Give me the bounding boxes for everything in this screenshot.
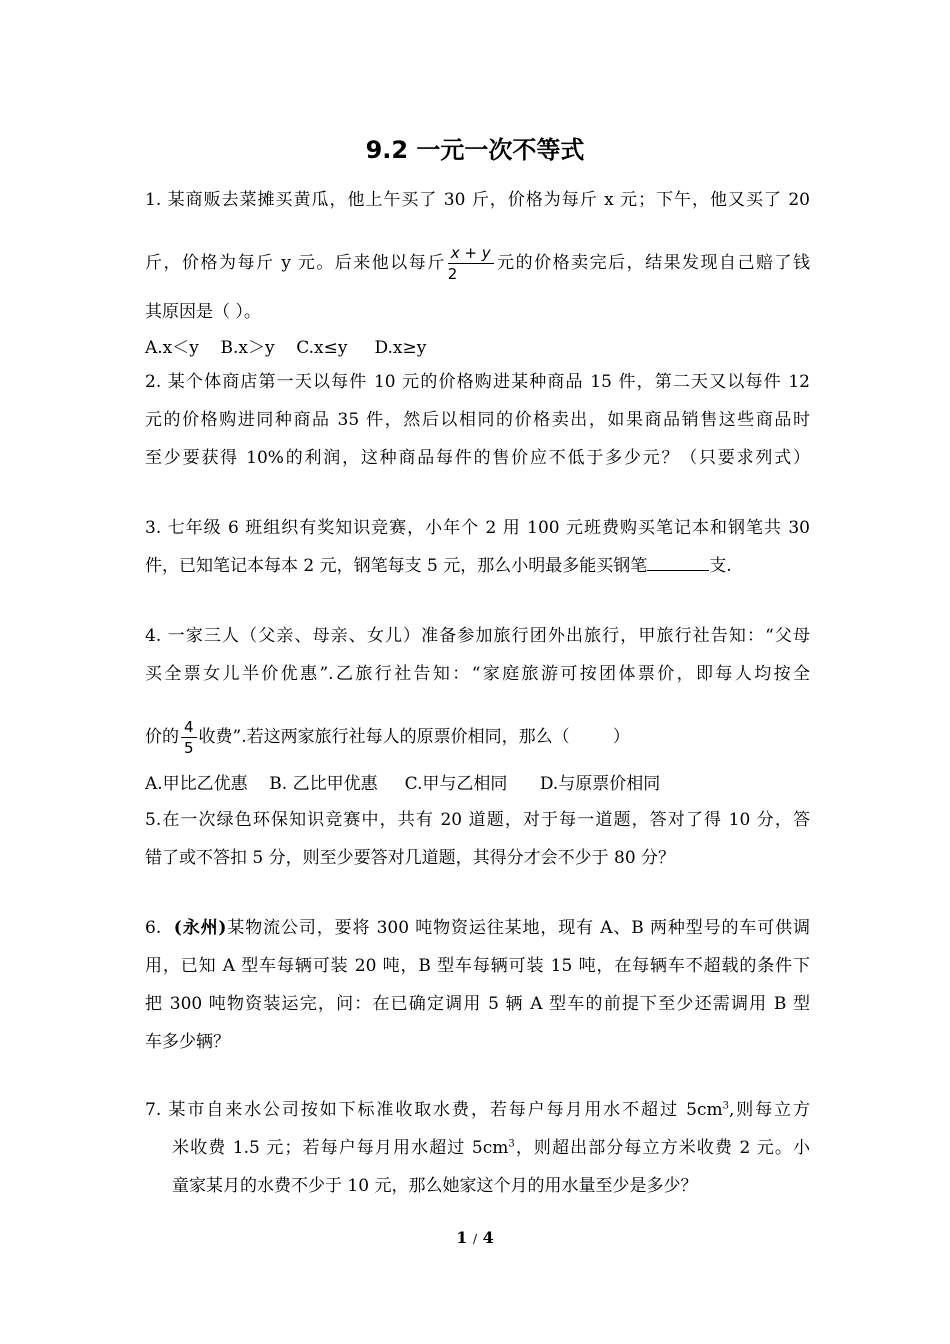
frac-num-x: x: [450, 244, 460, 262]
frac-den-5: 5: [184, 739, 194, 757]
fraction-4-over-5: [181, 717, 197, 758]
q4-line-1: 4. 一家三人（父亲、母亲、女儿）准备参加旅行团外出旅行，甲旅行社告知：“父母: [145, 626, 810, 646]
frac-num-op: +: [459, 244, 482, 262]
q4-line-3-text: 价的: [145, 727, 179, 747]
q3-line-2-text-post: 支.: [709, 556, 732, 576]
fraction-x-plus-y-over-2: [448, 243, 494, 284]
q3-line-1: 3. 七年级 6 班组织有奖知识竞赛，小年个 2 用 100 元班费购买笔记本和钢笔共 30: [145, 518, 810, 538]
q6-source-tag: (永州): [173, 918, 227, 938]
q6-line-3: 把 300 吨物资装运完，问：在已确定调用 5 辆 A 型车的前提下至少还需调用 B 型: [145, 994, 810, 1014]
q1-line-1: 1. 某商贩去菜摊买黄瓜，他上午买了 30 斤，价格为每斤 x 元；下午，他又买了 20: [145, 190, 810, 210]
q6-line-2: 用，已知 A 型车每辆可装 20 吨，B 型车每辆可装 15 吨，在每辆车不超载的条件下: [145, 956, 810, 976]
page-total: 4: [482, 1228, 494, 1247]
page-current: 1: [456, 1228, 468, 1247]
page-title: 9.2 一元一次不等式: [365, 136, 585, 164]
q6-number: 6.: [145, 918, 174, 938]
q4-line-3-text-post: 收费”.若这两家旅行社每人的原票价相同，那么（ ）: [198, 727, 630, 747]
q7-line-2: [172, 1136, 810, 1160]
frac-num-y: y: [481, 244, 491, 262]
q4-line-3: [145, 714, 810, 760]
frac-den: 2: [447, 265, 458, 283]
q5-line-2: 错了或不答扣 5 分，则至少要答对几道题，其得分才会不少于 80 分？: [145, 848, 676, 868]
q4-line-2: 买全票女儿半价优惠”.乙旅行社告知：“家庭旅游可按团体票价，即每人均按全: [145, 664, 810, 684]
frac-num-4: 4: [181, 717, 197, 738]
q3-line-2: [145, 554, 810, 578]
q1-line-2-text: 斤，价格为每斤 y 元。后来他以每斤: [145, 253, 446, 273]
q1-line-2-text-post: 元的价格卖完后，结果发现自己赔了钱: [495, 253, 810, 273]
q4-options: A.甲比乙优惠 B. 乙比甲优惠 C.甲与乙相同 D.与原票价相同: [145, 774, 661, 794]
q2-line-3: 至少要获得 10%的利润，这种商品每件的售价应不低于多少元？（只要求列式）: [145, 448, 810, 468]
q1-line-2: [145, 240, 810, 286]
q7-line-1-text-post: ,则每立方: [729, 1100, 811, 1120]
q7-line-1: [145, 1098, 810, 1122]
q7-line-1-text: 7. 某市自来水公司按如下标准收取水费，若每户每月用水不超过 5cm: [145, 1100, 723, 1120]
q6-line-4: 车多少辆？: [145, 1032, 230, 1052]
page-number: [0, 1228, 950, 1247]
q7-line-2-text-post: ，则超出部分每立方米收费 2 元。小: [514, 1138, 810, 1158]
q2-line-2: 元的价格购进同种商品 35 件，然后以相同的价格卖出，如果商品销售这些商品时: [145, 410, 810, 430]
q2-line-1: 2. 某个体商店第一天以每件 10 元的价格购进某种商品 15 件，第二天又以每件 12: [145, 372, 810, 392]
q5-line-1: 5.在一次绿色环保知识竞赛中，共有 20 道题，对于每一道题，答对了得 10 分，答: [145, 810, 810, 830]
q7-sup-1: 3: [722, 1100, 729, 1112]
q6-line-1: [145, 916, 810, 940]
page-separator: /: [472, 1232, 478, 1246]
q1-line-3: 其原因是（ ）。: [145, 302, 261, 322]
q7-sup-2: 3: [508, 1138, 515, 1150]
q6-line-1-text: 某物流公司，要将 300 吨物资运往某地，现有 A、B 两种型号的车可供调: [226, 918, 811, 938]
q3-line-2-text: 件，已知笔记本每本 2 元，钢笔每支 5 元，那么小明最多能买钢笔: [145, 556, 648, 576]
answer-blank[interactable]: [647, 554, 709, 571]
q7-line-2-text: 米收费 1.5 元；若每户每月用水超过 5cm: [172, 1138, 509, 1158]
q1-options: A.x＜y B.x＞y C.x≤y D.x≥y: [145, 338, 427, 358]
q7-line-3: 童家某月的水费不少于 10 元，那么她家这个月的用水量至少是多少？: [172, 1176, 698, 1196]
